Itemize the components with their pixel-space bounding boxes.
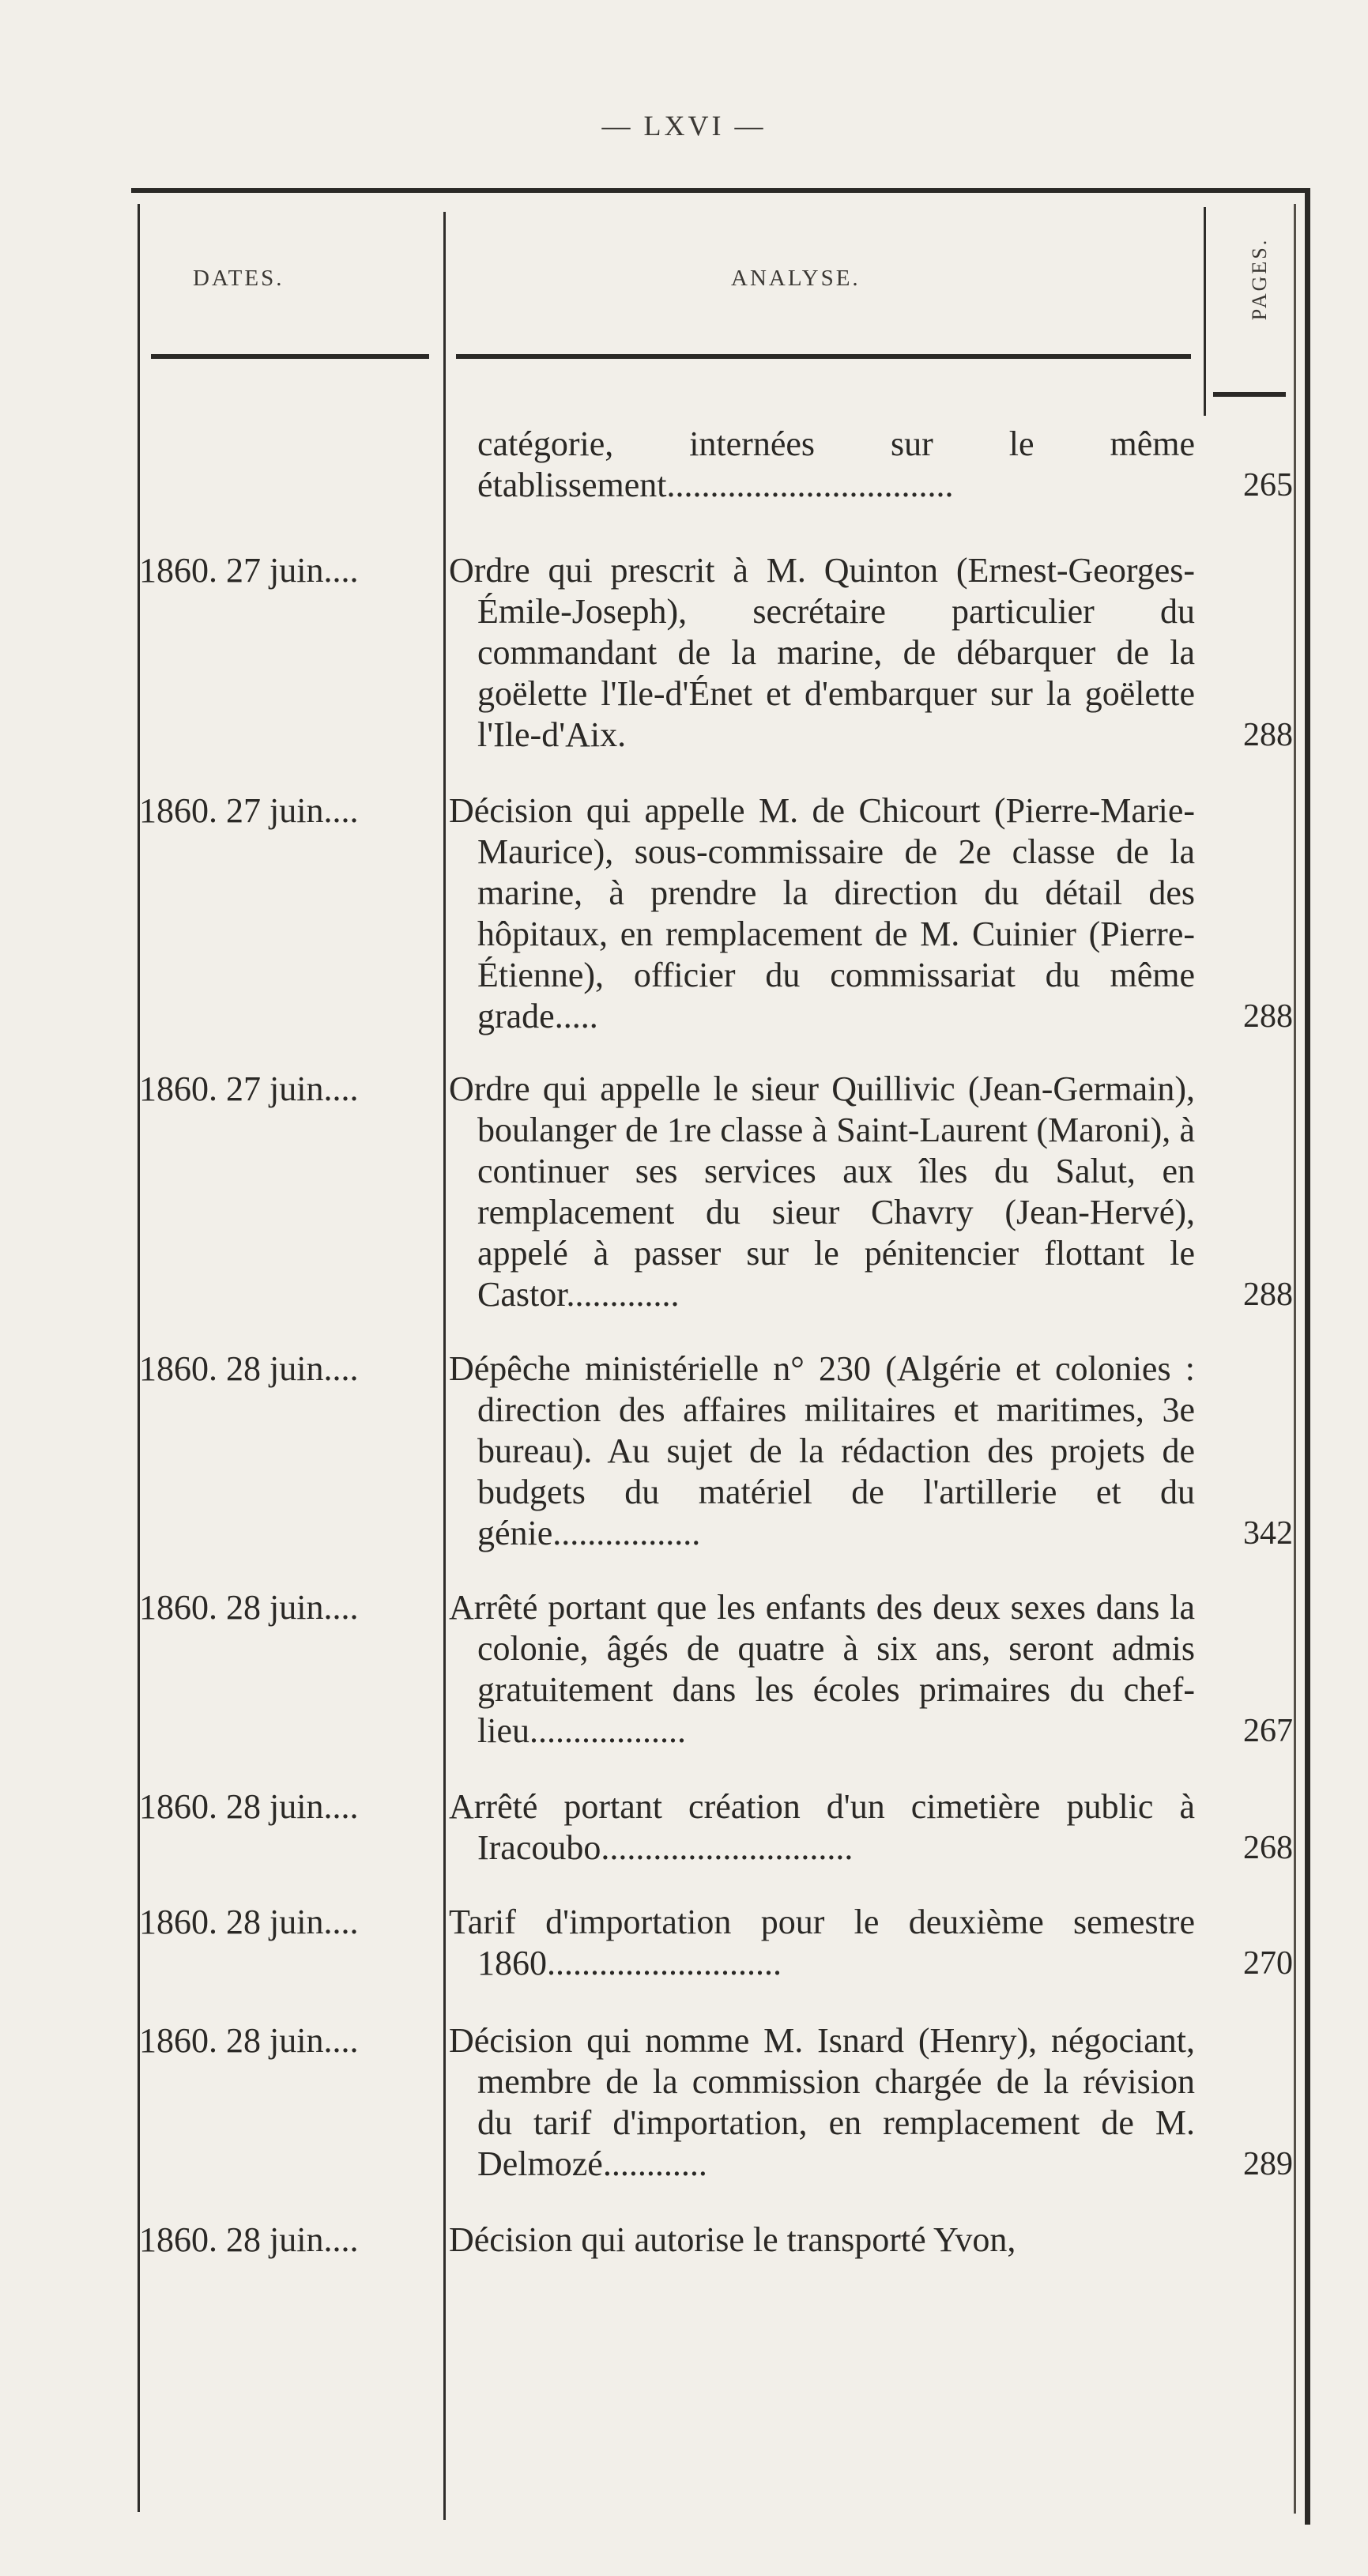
entry-page-ref: 288 [1243, 1277, 1293, 1313]
analyse-header-rule [456, 354, 1191, 359]
entry-date: 1860. 28 juin.... [139, 2220, 359, 2259]
entry-analysis: Dépêche ministérielle n° 230 (Algérie et colonies : direction des affaires militaires et maritimes, 3e bureau). Au sujet de la rédaction des projets de budgets du matériel de l'artillerie et du génie................. [449, 1349, 1195, 1552]
dates-column-header: DATES. [193, 266, 285, 291]
entry-analysis: Ordre qui prescrit à M. Quinton (Ernest-Georges-Émile-Joseph), secrétaire particulier du commandant de la marine, de débarquer de la goëlette l'Ile-d'Énet et d'embarquer sur la goëlette l'Ile-d'Aix. [449, 551, 1195, 754]
entry-date: 1860. 28 juin.... [139, 1349, 359, 1388]
entry-page-ref: 265 [1243, 467, 1293, 504]
entry-analysis: Ordre qui appelle le sieur Quillivic (Jean-Germain), boulanger de 1re classe à Saint-Laurent (Maroni), à continuer ses services aux îles du Salut, en remplacement du sieur Chavry (Jean-Hervé), appelé à passer sur le pénitencier flottant le Castor............. [449, 1069, 1195, 1314]
entry-page-ref: 342 [1243, 1515, 1293, 1552]
entry-analysis: Décision qui autorise le transporté Yvon, [449, 2220, 1016, 2259]
entry-analysis: catégorie, internées sur le même établissement................................. [477, 424, 1195, 504]
dates-analyse-divider [443, 212, 446, 2520]
page-number: — LXVI — [601, 110, 767, 141]
entry-date: 1860. 27 juin.... [139, 551, 359, 590]
entry-page-ref: 289 [1243, 2146, 1293, 2182]
analyse-column-header: ANALYSE. [731, 266, 861, 291]
dates-header-rule [151, 354, 429, 359]
entry-analysis: Décision qui nomme M. Isnard (Henry), négociant, membre de la commission chargée de la révision du tarif d'importation, en remplacement de M. Delmozé............ [449, 2021, 1195, 2183]
entry-analysis: Arrêté portant création d'un cimetière public à Iracoubo............................. [449, 1787, 1195, 1867]
pages-header-label: PAGES. [1248, 237, 1271, 321]
analyse-pages-divider [1204, 207, 1206, 416]
table-inner-rule [1294, 204, 1296, 2514]
entry-date: 1860. 28 juin.... [139, 1787, 359, 1826]
entry-page-ref: 268 [1243, 1830, 1293, 1866]
entry-date: 1860. 28 juin.... [139, 2021, 359, 2060]
entry-page-ref: 267 [1243, 1713, 1293, 1749]
entry-page-ref: 288 [1243, 717, 1293, 753]
entry-date: 1860. 28 juin.... [139, 1588, 359, 1627]
entry-page-ref: 288 [1243, 998, 1293, 1035]
entry-date: 1860. 28 juin.... [139, 1903, 359, 1941]
pages-header-rule [1213, 392, 1286, 397]
pages-column-header [1244, 220, 1276, 338]
entry-page-ref: 270 [1243, 1945, 1293, 1982]
entry-analysis: Arrêté portant que les enfants des deux sexes dans la colonie, âgés de quatre à six ans, seront admis gratuitement dans les écoles primaires du chef-lieu.................. [449, 1588, 1195, 1750]
entry-analysis: Tarif d'importation pour le deuxième semestre 1860........................... [449, 1903, 1195, 1982]
entry-date: 1860. 27 juin.... [139, 1069, 359, 1108]
entry-date: 1860. 27 juin.... [139, 791, 359, 830]
entry-analysis: Décision qui appelle M. de Chicourt (Pierre-Marie-Maurice), sous-commissaire de 2e classe de la marine, à prendre la direction du détail des hôpitaux, en remplacement de M. Cuinier (Pierre-Étienne), officier du commissariat du même grade..... [449, 791, 1195, 1035]
